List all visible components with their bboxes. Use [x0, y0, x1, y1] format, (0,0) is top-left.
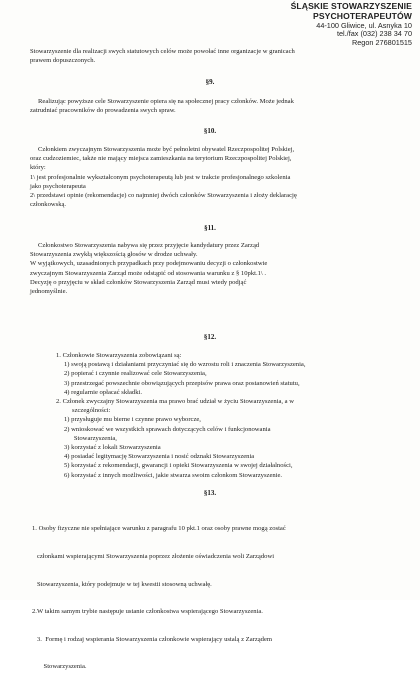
- text-line: Stowarzyszenia, który podejmuje w tej kwestii stosowną uchwałę.: [32, 580, 212, 588]
- text-line: który:: [30, 164, 46, 172]
- text-line: Decyzję o przyjęciu w skład członków Stowarzyszenia Zarząd musi wtedy podjąć: [30, 278, 247, 286]
- list-item: Stowarzyszenia,: [64, 434, 117, 442]
- text-line: 1. Osoby fizyczne nie spełniające warunku z paragrafu 10 pkt.1 oraz osoby prawne mogą zostać: [32, 525, 286, 533]
- text-line: Realizując powyższe cele Stowarzyszenie opiera się na społecznej pracy członków. Może jednak: [38, 98, 294, 105]
- list-item: 5) korzystać z rekomendacji, gwarancji i opieki Stowarzyszenia w swojej działalności,: [64, 462, 293, 470]
- list-item: 1) swoją postawą i działaniami przyczyniać się do wzrostu roli i znaczenia Stowarzyszenia,: [64, 361, 306, 369]
- text-line: zatrudniać pracowników do prowadzenia swych spraw.: [30, 107, 176, 115]
- list-item: szczególności:: [72, 407, 111, 415]
- text-line: Stowarzyszenia zwykłą większością głosów w drodze uchwały.: [30, 251, 198, 259]
- list-item: 2. Członek zwyczajny Stowarzyszenia ma prawo brać udział w życiu Stowarzyszenia, a w: [56, 398, 295, 406]
- section-heading-10: §10.: [203, 127, 217, 135]
- list-item: 4) posiadać legitymację Stowarzyszenia i nosić odznaki Stowarzyszenia: [64, 453, 255, 461]
- text-line: jako psychoterapeuta: [30, 182, 86, 190]
- list-item: 3) korzystać z lokali Stowarzyszenia: [64, 444, 161, 452]
- text-line: Stowarzyszenia.: [32, 663, 87, 671]
- section-12-list: [56, 351, 306, 480]
- list-item: 4) regularnie opłacać składki.: [64, 388, 142, 396]
- text-line: 2\ przedstawi opinie (rekomendacje) co najmniej dwóch członków Stowarzyszenia i złoży deklarację: [30, 192, 297, 200]
- stamp-address: 44-100 Gliwice, ul. Asnyka 10: [316, 20, 412, 30]
- text-line: W wyjątkowych, uzasadnionych przypadkach przy podejmowaniu decyzji o członkostwie: [30, 260, 268, 268]
- section-11-body: [30, 241, 267, 296]
- text-line: 2.W takim samym trybie następuje ustanie członkostwa wspierającego Stowarzyszenia.: [32, 608, 263, 616]
- text-line: oraz cudzoziemiec, także nie mający miejsca zamieszkania na terytorium Rzeczpospolitej Polskiej,: [30, 155, 292, 163]
- text-line: jednomyślnie.: [30, 288, 68, 296]
- list-item: 3) przestrzegać powszechnie obowiązujących przepisów prawa oraz postanowień statutu,: [64, 379, 300, 387]
- stamp-name-line1: ŚLĄSKIE STOWARZYSZENIE: [290, 1, 412, 11]
- text-line: zwyczajnym Stowarzyszenia Zarząd może odstąpić od stosowania warunku z § 10pkt.1\ .: [30, 269, 267, 277]
- list-item: 6) korzystać z innych możliwości, jakie stwarza swoim członkom Stowarzyszenie.: [64, 471, 283, 479]
- text-line: 3. Formę i rodzaj wspierania Stowarzyszenia członkowie wspierający ustalą z Zarządem: [32, 635, 273, 643]
- section-13-body: [32, 506, 286, 690]
- section-heading-12: §12.: [203, 333, 217, 341]
- list-item: 2) wnioskować we wszystkich sprawach dotyczących celów i funkcjonowania: [64, 425, 271, 433]
- section-9-body: [30, 97, 294, 115]
- list-item: 1. Członkowie Stowarzyszenia zobowiązani są:: [56, 352, 182, 359]
- text-line: Członkiem zwyczajnym Stowarzyszenia może być pełnoletni obywatel Rzeczpospolitej Polskiej,: [38, 146, 295, 153]
- text-line: prawem dopuszczonych.: [30, 57, 96, 65]
- text-line: członkowską.: [30, 201, 67, 209]
- stamp-name-line2: PSYCHOTERAPEUTÓW: [312, 10, 412, 21]
- section-heading-9: §9.: [205, 78, 215, 86]
- text-line: Stowarzyszenie dla realizacji swych statutowych celów może powołać inne organizacje w granicach: [30, 48, 295, 55]
- text-line: Członkostwo Stowarzyszenia nabywa się przez przyjęcie kandydatury przez Zarząd: [38, 242, 260, 249]
- stamp-regon: Regon 276801515: [351, 37, 412, 47]
- section-10-body: [30, 145, 297, 209]
- list-item: 1) przysługuje mu bierne i czynne prawo wyborcze,: [64, 416, 201, 424]
- text-line: członkami wspierającymi Stowarzyszenia poprzez złożenie oświadczenia woli Zarządowi: [32, 553, 275, 561]
- section-heading-11: §11.: [204, 224, 216, 232]
- stamp-phone: tel./fax (032) 238 34 70: [336, 29, 412, 39]
- section-heading-13: §13.: [203, 489, 217, 497]
- intro-paragraph: [30, 47, 295, 65]
- text-line: 1\ jest profesjonalnie wykształconym psychoterapeutą lub jest w trakcie profesjonalnego szkolenia: [30, 173, 291, 181]
- list-item: 2) popierać i czynnie realizować cele Stowarzyszenia,: [64, 370, 207, 378]
- association-stamp: [242, 2, 412, 47]
